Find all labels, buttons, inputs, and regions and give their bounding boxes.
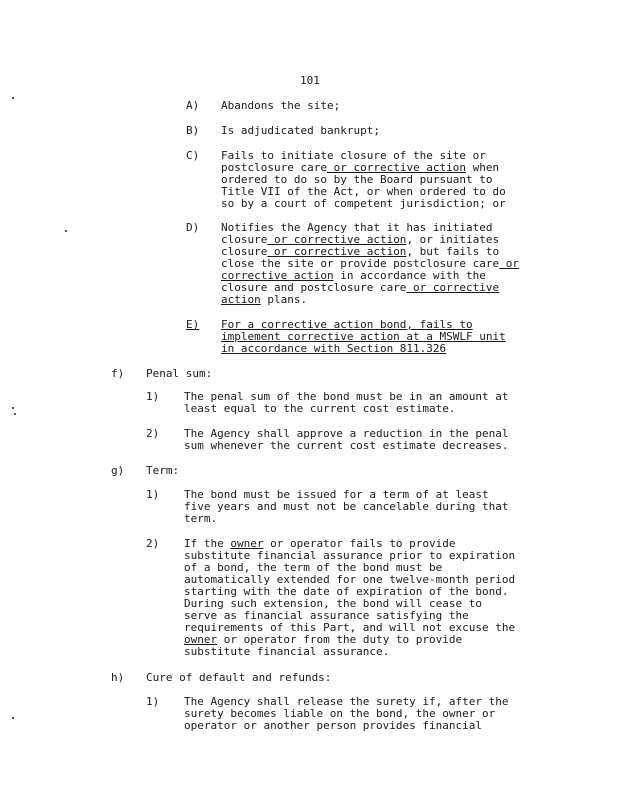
item-label: C): [186, 149, 200, 162]
text-run: , or initiates: [406, 233, 500, 246]
underlined-text: implement corrective action at a MSWLF unit: [221, 330, 506, 343]
text-run: close the site or provide postclosure care: [221, 257, 500, 270]
scan-speck: [12, 717, 14, 719]
text-run: substitute financial assurance prior to expiration: [184, 549, 516, 562]
text-line: [221, 125, 380, 137]
item-label: B): [186, 124, 200, 137]
text-run: closure and postclosure care: [221, 281, 407, 294]
text-run: Is adjudicated bankrupt;: [221, 124, 380, 137]
text-line: [184, 646, 515, 658]
text-run: plans.: [260, 293, 308, 306]
section-label: h): [111, 671, 125, 684]
text-run: starting with the date of expiration of the bond.: [184, 585, 509, 598]
text-run: ordered to do so by the Board pursuant to: [221, 173, 493, 186]
item-text: [221, 150, 506, 210]
item-label: A): [186, 99, 200, 112]
text-run: surety becomes liable on the bond, the owner or: [184, 707, 496, 720]
text-run: The Agency shall release the surety if, after the: [184, 695, 509, 708]
section-label: g): [111, 464, 125, 477]
text-run: Abandons the site;: [221, 99, 341, 112]
item-label: 1): [146, 390, 160, 403]
item-label: 2): [146, 427, 160, 440]
text-run: Notifies the Agency that it has initiated: [221, 221, 493, 234]
item-label: 1): [146, 488, 160, 501]
item-label: D): [186, 221, 200, 234]
text-run: During such extension, the bond will cease to: [184, 597, 483, 610]
text-line: [184, 720, 509, 732]
underlined-text: corrective action: [221, 269, 334, 282]
text-run: or operator from the duty to provide: [217, 633, 463, 646]
page-number: 101: [300, 74, 320, 87]
text-run: term.: [184, 512, 218, 525]
underlined-text: or corrective action: [267, 245, 407, 258]
section-title: Term:: [146, 464, 180, 477]
underlined-text: For a corrective action bond, fails to: [221, 318, 473, 331]
text-run: in accordance with the: [333, 269, 486, 282]
text-run: closure: [221, 233, 268, 246]
item-text: [184, 428, 509, 452]
item-text: [184, 391, 509, 415]
text-run: substitute financial assurance.: [184, 645, 390, 658]
underlined-text: or corrective action: [326, 161, 467, 174]
text-run: of a bond, the term of the bond must be: [184, 561, 443, 574]
section-title: Cure of default and refunds:: [146, 671, 332, 684]
text-run: automatically extended for one twelve-month period: [184, 573, 516, 586]
text-run: operator or another person provides financial: [184, 719, 483, 732]
text-run: The bond must be issued for a term of at least: [184, 488, 489, 501]
item-text: [221, 100, 340, 112]
text-line: [221, 343, 506, 355]
scan-speck: [65, 230, 67, 232]
text-run: serve as financial assurance satisfying the: [184, 609, 469, 622]
text-run: The Agency shall approve a reduction in the penal: [184, 427, 509, 440]
text-run: sum whenever the current cost estimate decreases.: [184, 439, 509, 452]
item-text: [221, 125, 380, 137]
scan-speck: [12, 97, 14, 99]
underlined-text: owner: [184, 633, 218, 646]
scan-speck: [14, 413, 16, 415]
section-label: f): [111, 367, 125, 380]
text-run: Fails to initiate closure of the site or: [221, 149, 486, 162]
section-title: Penal sum:: [146, 367, 213, 380]
text-line: [184, 513, 509, 525]
item-label: E): [186, 318, 200, 331]
item-text: [221, 222, 519, 306]
item-text: [184, 538, 515, 658]
item-label: 2): [146, 537, 160, 550]
text-run: postclosure care: [221, 161, 327, 174]
text-run: least equal to the current cost estimate.: [184, 402, 456, 415]
text-run: when: [466, 161, 500, 174]
text-run: so by a court of competent jurisdiction; or: [221, 197, 506, 210]
text-line: [221, 100, 340, 112]
text-run: If the: [184, 537, 231, 550]
underlined-text: or corrective action: [267, 233, 407, 246]
text-run: or operator fails to provide: [263, 537, 456, 550]
scan-speck: [12, 407, 14, 409]
underlined-text: or corrective: [406, 281, 500, 294]
underlined-text: or: [499, 257, 520, 270]
item-label: 1): [146, 695, 160, 708]
text-run: , but fails to: [406, 245, 500, 258]
text-run: closure: [221, 245, 268, 258]
text-run: requirements of this Part, and will not excuse the: [184, 621, 516, 634]
text-line: [221, 294, 519, 306]
text-line: [184, 440, 509, 452]
text-run: five years and must not be cancelable during that: [184, 500, 509, 513]
item-text: [184, 696, 509, 732]
underlined-text: in accordance with Section 811.326: [221, 342, 447, 355]
text-line: [184, 501, 509, 513]
text-run: Title VII of the Act, or when ordered to do: [221, 185, 506, 198]
item-text: [184, 489, 509, 525]
text-run: The penal sum of the bond must be in an amount at: [184, 390, 509, 403]
text-line: [221, 198, 506, 210]
text-line: [184, 403, 509, 415]
underlined-text: owner: [230, 537, 264, 550]
underlined-text: action: [221, 293, 261, 306]
item-text: [221, 319, 506, 355]
